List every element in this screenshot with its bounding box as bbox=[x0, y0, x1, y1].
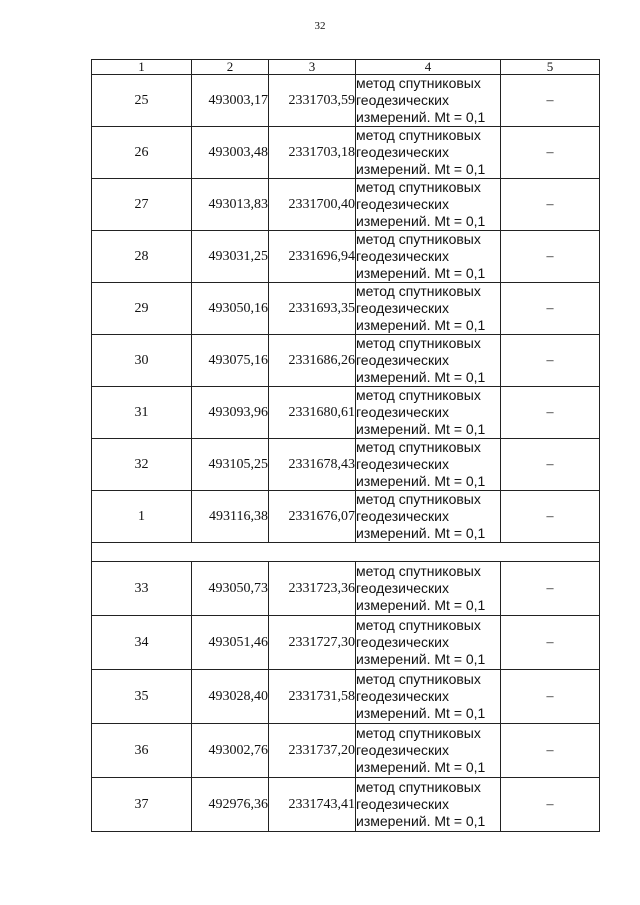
method-cell bbox=[356, 283, 501, 335]
method-line: измерений. Mt = 0,1 bbox=[356, 213, 486, 229]
method-cell bbox=[356, 231, 501, 283]
col5-cell: – bbox=[501, 127, 600, 179]
table-row bbox=[92, 179, 600, 231]
method-cell bbox=[356, 778, 501, 832]
col5-cell: – bbox=[501, 670, 600, 724]
method-line: геодезических bbox=[356, 456, 449, 472]
method-line: геодезических bbox=[356, 352, 449, 368]
method-cell bbox=[356, 75, 501, 127]
table-row bbox=[92, 335, 600, 387]
header-cell: 3 bbox=[269, 60, 356, 75]
table-row bbox=[92, 231, 600, 283]
method-line: геодезических bbox=[356, 196, 449, 212]
method-line: метод спутниковых bbox=[356, 779, 481, 795]
header-cell: 5 bbox=[501, 60, 600, 75]
method-line: метод спутниковых bbox=[356, 725, 481, 741]
point-number-cell: 32 bbox=[92, 439, 192, 491]
method-cell bbox=[356, 335, 501, 387]
method-line: измерений. Mt = 0,1 bbox=[356, 161, 486, 177]
method-line: метод спутниковых bbox=[356, 671, 481, 687]
separator-cell bbox=[92, 543, 600, 562]
x-coordinate-cell: 493013,83 bbox=[192, 179, 269, 231]
y-coordinate-cell: 2331743,41 bbox=[269, 778, 356, 832]
separator-row bbox=[92, 543, 600, 562]
table-row bbox=[92, 724, 600, 778]
col5-cell: – bbox=[501, 231, 600, 283]
point-number-cell: 33 bbox=[92, 562, 192, 616]
y-coordinate-cell: 2331676,07 bbox=[269, 491, 356, 543]
x-coordinate-cell: 493116,38 bbox=[192, 491, 269, 543]
point-number-cell: 26 bbox=[92, 127, 192, 179]
method-line: измерений. Mt = 0,1 bbox=[356, 705, 486, 721]
y-coordinate-cell: 2331731,58 bbox=[269, 670, 356, 724]
table-row bbox=[92, 616, 600, 670]
method-line: геодезических bbox=[356, 796, 449, 812]
y-coordinate-cell: 2331723,36 bbox=[269, 562, 356, 616]
method-line: геодезических bbox=[356, 688, 449, 704]
col5-cell: – bbox=[501, 562, 600, 616]
method-line: геодезических bbox=[356, 742, 449, 758]
col5-cell: – bbox=[501, 283, 600, 335]
method-line: метод спутниковых bbox=[356, 335, 481, 351]
method-cell bbox=[356, 616, 501, 670]
x-coordinate-cell: 493105,25 bbox=[192, 439, 269, 491]
point-number-cell: 29 bbox=[92, 283, 192, 335]
method-line: измерений. Mt = 0,1 bbox=[356, 651, 486, 667]
method-line: геодезических bbox=[356, 144, 449, 160]
method-cell bbox=[356, 439, 501, 491]
y-coordinate-cell: 2331727,30 bbox=[269, 616, 356, 670]
y-coordinate-cell: 2331703,18 bbox=[269, 127, 356, 179]
x-coordinate-cell: 493031,25 bbox=[192, 231, 269, 283]
method-line: метод спутниковых bbox=[356, 283, 481, 299]
method-line: геодезических bbox=[356, 404, 449, 420]
method-line: измерений. Mt = 0,1 bbox=[356, 525, 486, 541]
point-number-cell: 27 bbox=[92, 179, 192, 231]
method-cell bbox=[356, 562, 501, 616]
table-row bbox=[92, 439, 600, 491]
point-number-cell: 35 bbox=[92, 670, 192, 724]
method-line: измерений. Mt = 0,1 bbox=[356, 109, 486, 125]
table-row bbox=[92, 75, 600, 127]
x-coordinate-cell: 493003,17 bbox=[192, 75, 269, 127]
method-line: измерений. Mt = 0,1 bbox=[356, 813, 486, 829]
method-line: метод спутниковых bbox=[356, 563, 481, 579]
x-coordinate-cell: 493003,48 bbox=[192, 127, 269, 179]
x-coordinate-cell: 493075,16 bbox=[192, 335, 269, 387]
x-coordinate-cell: 492976,36 bbox=[192, 778, 269, 832]
method-line: метод спутниковых bbox=[356, 179, 481, 195]
point-number-cell: 28 bbox=[92, 231, 192, 283]
table-row bbox=[92, 491, 600, 543]
col5-cell: – bbox=[501, 387, 600, 439]
y-coordinate-cell: 2331700,40 bbox=[269, 179, 356, 231]
point-number-cell: 36 bbox=[92, 724, 192, 778]
table-row bbox=[92, 562, 600, 616]
header-row bbox=[92, 60, 600, 75]
header-cell: 2 bbox=[192, 60, 269, 75]
table-row bbox=[92, 127, 600, 179]
col5-cell: – bbox=[501, 439, 600, 491]
y-coordinate-cell: 2331686,26 bbox=[269, 335, 356, 387]
method-line: измерений. Mt = 0,1 bbox=[356, 597, 486, 613]
table-row bbox=[92, 387, 600, 439]
method-line: геодезических bbox=[356, 300, 449, 316]
method-cell bbox=[356, 127, 501, 179]
method-line: метод спутниковых bbox=[356, 617, 481, 633]
method-line: измерений. Mt = 0,1 bbox=[356, 369, 486, 385]
col5-cell: – bbox=[501, 778, 600, 832]
coordinates-table bbox=[91, 59, 600, 832]
method-cell bbox=[356, 179, 501, 231]
header-cell: 4 bbox=[356, 60, 501, 75]
y-coordinate-cell: 2331680,61 bbox=[269, 387, 356, 439]
method-line: измерений. Mt = 0,1 bbox=[356, 317, 486, 333]
method-line: измерений. Mt = 0,1 bbox=[356, 759, 486, 775]
method-line: метод спутниковых bbox=[356, 491, 481, 507]
table-row bbox=[92, 283, 600, 335]
method-line: геодезических bbox=[356, 92, 449, 108]
method-line: метод спутниковых bbox=[356, 231, 481, 247]
point-number-cell: 34 bbox=[92, 616, 192, 670]
y-coordinate-cell: 2331737,20 bbox=[269, 724, 356, 778]
x-coordinate-cell: 493028,40 bbox=[192, 670, 269, 724]
point-number-cell: 37 bbox=[92, 778, 192, 832]
method-line: метод спутниковых bbox=[356, 127, 481, 143]
y-coordinate-cell: 2331703,59 bbox=[269, 75, 356, 127]
method-line: геодезических bbox=[356, 248, 449, 264]
method-line: измерений. Mt = 0,1 bbox=[356, 265, 486, 281]
x-coordinate-cell: 493050,73 bbox=[192, 562, 269, 616]
col5-cell: – bbox=[501, 75, 600, 127]
y-coordinate-cell: 2331678,43 bbox=[269, 439, 356, 491]
method-cell bbox=[356, 670, 501, 724]
method-line: измерений. Mt = 0,1 bbox=[356, 421, 486, 437]
method-line: геодезических bbox=[356, 580, 449, 596]
col5-cell: – bbox=[501, 491, 600, 543]
method-cell bbox=[356, 491, 501, 543]
point-number-cell: 1 bbox=[92, 491, 192, 543]
method-line: измерений. Mt = 0,1 bbox=[356, 473, 486, 489]
col5-cell: – bbox=[501, 616, 600, 670]
page-number: 32 bbox=[314, 20, 326, 32]
point-number-cell: 30 bbox=[92, 335, 192, 387]
header-cell: 1 bbox=[92, 60, 192, 75]
table-row bbox=[92, 670, 600, 724]
x-coordinate-cell: 493050,16 bbox=[192, 283, 269, 335]
point-number-cell: 25 bbox=[92, 75, 192, 127]
method-cell bbox=[356, 724, 501, 778]
x-coordinate-cell: 493093,96 bbox=[192, 387, 269, 439]
col5-cell: – bbox=[501, 335, 600, 387]
method-line: метод спутниковых bbox=[356, 439, 481, 455]
method-line: метод спутниковых bbox=[356, 387, 481, 403]
method-line: геодезических bbox=[356, 634, 449, 650]
method-line: метод спутниковых bbox=[356, 75, 481, 91]
col5-cell: – bbox=[501, 179, 600, 231]
y-coordinate-cell: 2331693,35 bbox=[269, 283, 356, 335]
table-row bbox=[92, 778, 600, 832]
col5-cell: – bbox=[501, 724, 600, 778]
y-coordinate-cell: 2331696,94 bbox=[269, 231, 356, 283]
point-number-cell: 31 bbox=[92, 387, 192, 439]
method-cell bbox=[356, 387, 501, 439]
method-line: геодезических bbox=[356, 508, 449, 524]
x-coordinate-cell: 493051,46 bbox=[192, 616, 269, 670]
x-coordinate-cell: 493002,76 bbox=[192, 724, 269, 778]
